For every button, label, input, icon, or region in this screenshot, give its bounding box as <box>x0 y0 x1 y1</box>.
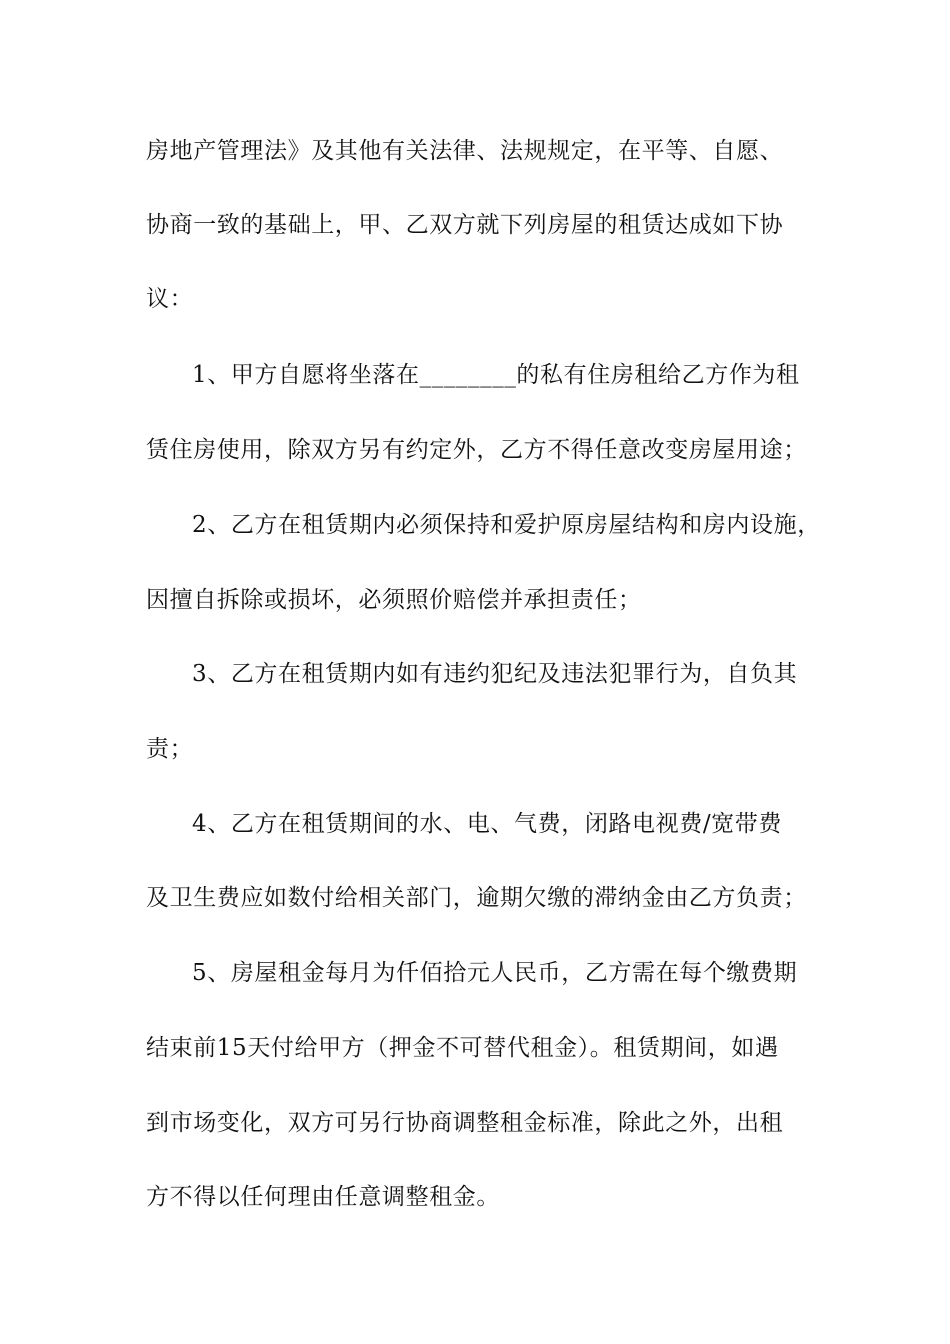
clause-1-line: 1、甲方自愿将坐落在________的私有住房租给乙方作为租 <box>192 362 800 388</box>
text-line: 方不得以任何理由任意调整租金。 <box>146 1184 500 1210</box>
text-line: 到市场变化，双方可另行协商调整租金标准，除此之外，出租 <box>146 1110 784 1136</box>
text-line: 房地产管理法》及其他有关法律、法规规定，在平等、自愿、 <box>146 138 784 164</box>
text-line: 协商一致的基础上，甲、乙双方就下列房屋的租赁达成如下协 <box>146 212 784 238</box>
text-line: 议： <box>146 286 194 312</box>
clause-2-line: 2、乙方在租赁期内必须保持和爱护原房屋结构和房内设施， <box>192 512 821 538</box>
text-line: 责； <box>146 736 194 762</box>
text-line: 及卫生费应如数付给相关部门，逾期欠缴的滞纳金由乙方负责； <box>146 885 807 911</box>
clause-4-line: 4、乙方在租赁期间的水、电、气费，闭路电视费/宽带费 <box>192 811 782 837</box>
clause-5-line: 5、房屋租金每月为仟佰拾元人民币，乙方需在每个缴费期 <box>192 960 798 986</box>
text-line: 因擅自拆除或损坏，必须照价赔偿并承担责任； <box>146 587 642 613</box>
text-line: 赁住房使用，除双方另有约定外，乙方不得任意改变房屋用途； <box>146 437 807 463</box>
clause-3-line: 3、乙方在租赁期内如有违约犯纪及违法犯罪行为，自负其 <box>192 661 798 687</box>
text-line: 结束前15天付给甲方（押金不可替代租金）。租赁期间，如遇 <box>146 1035 779 1061</box>
